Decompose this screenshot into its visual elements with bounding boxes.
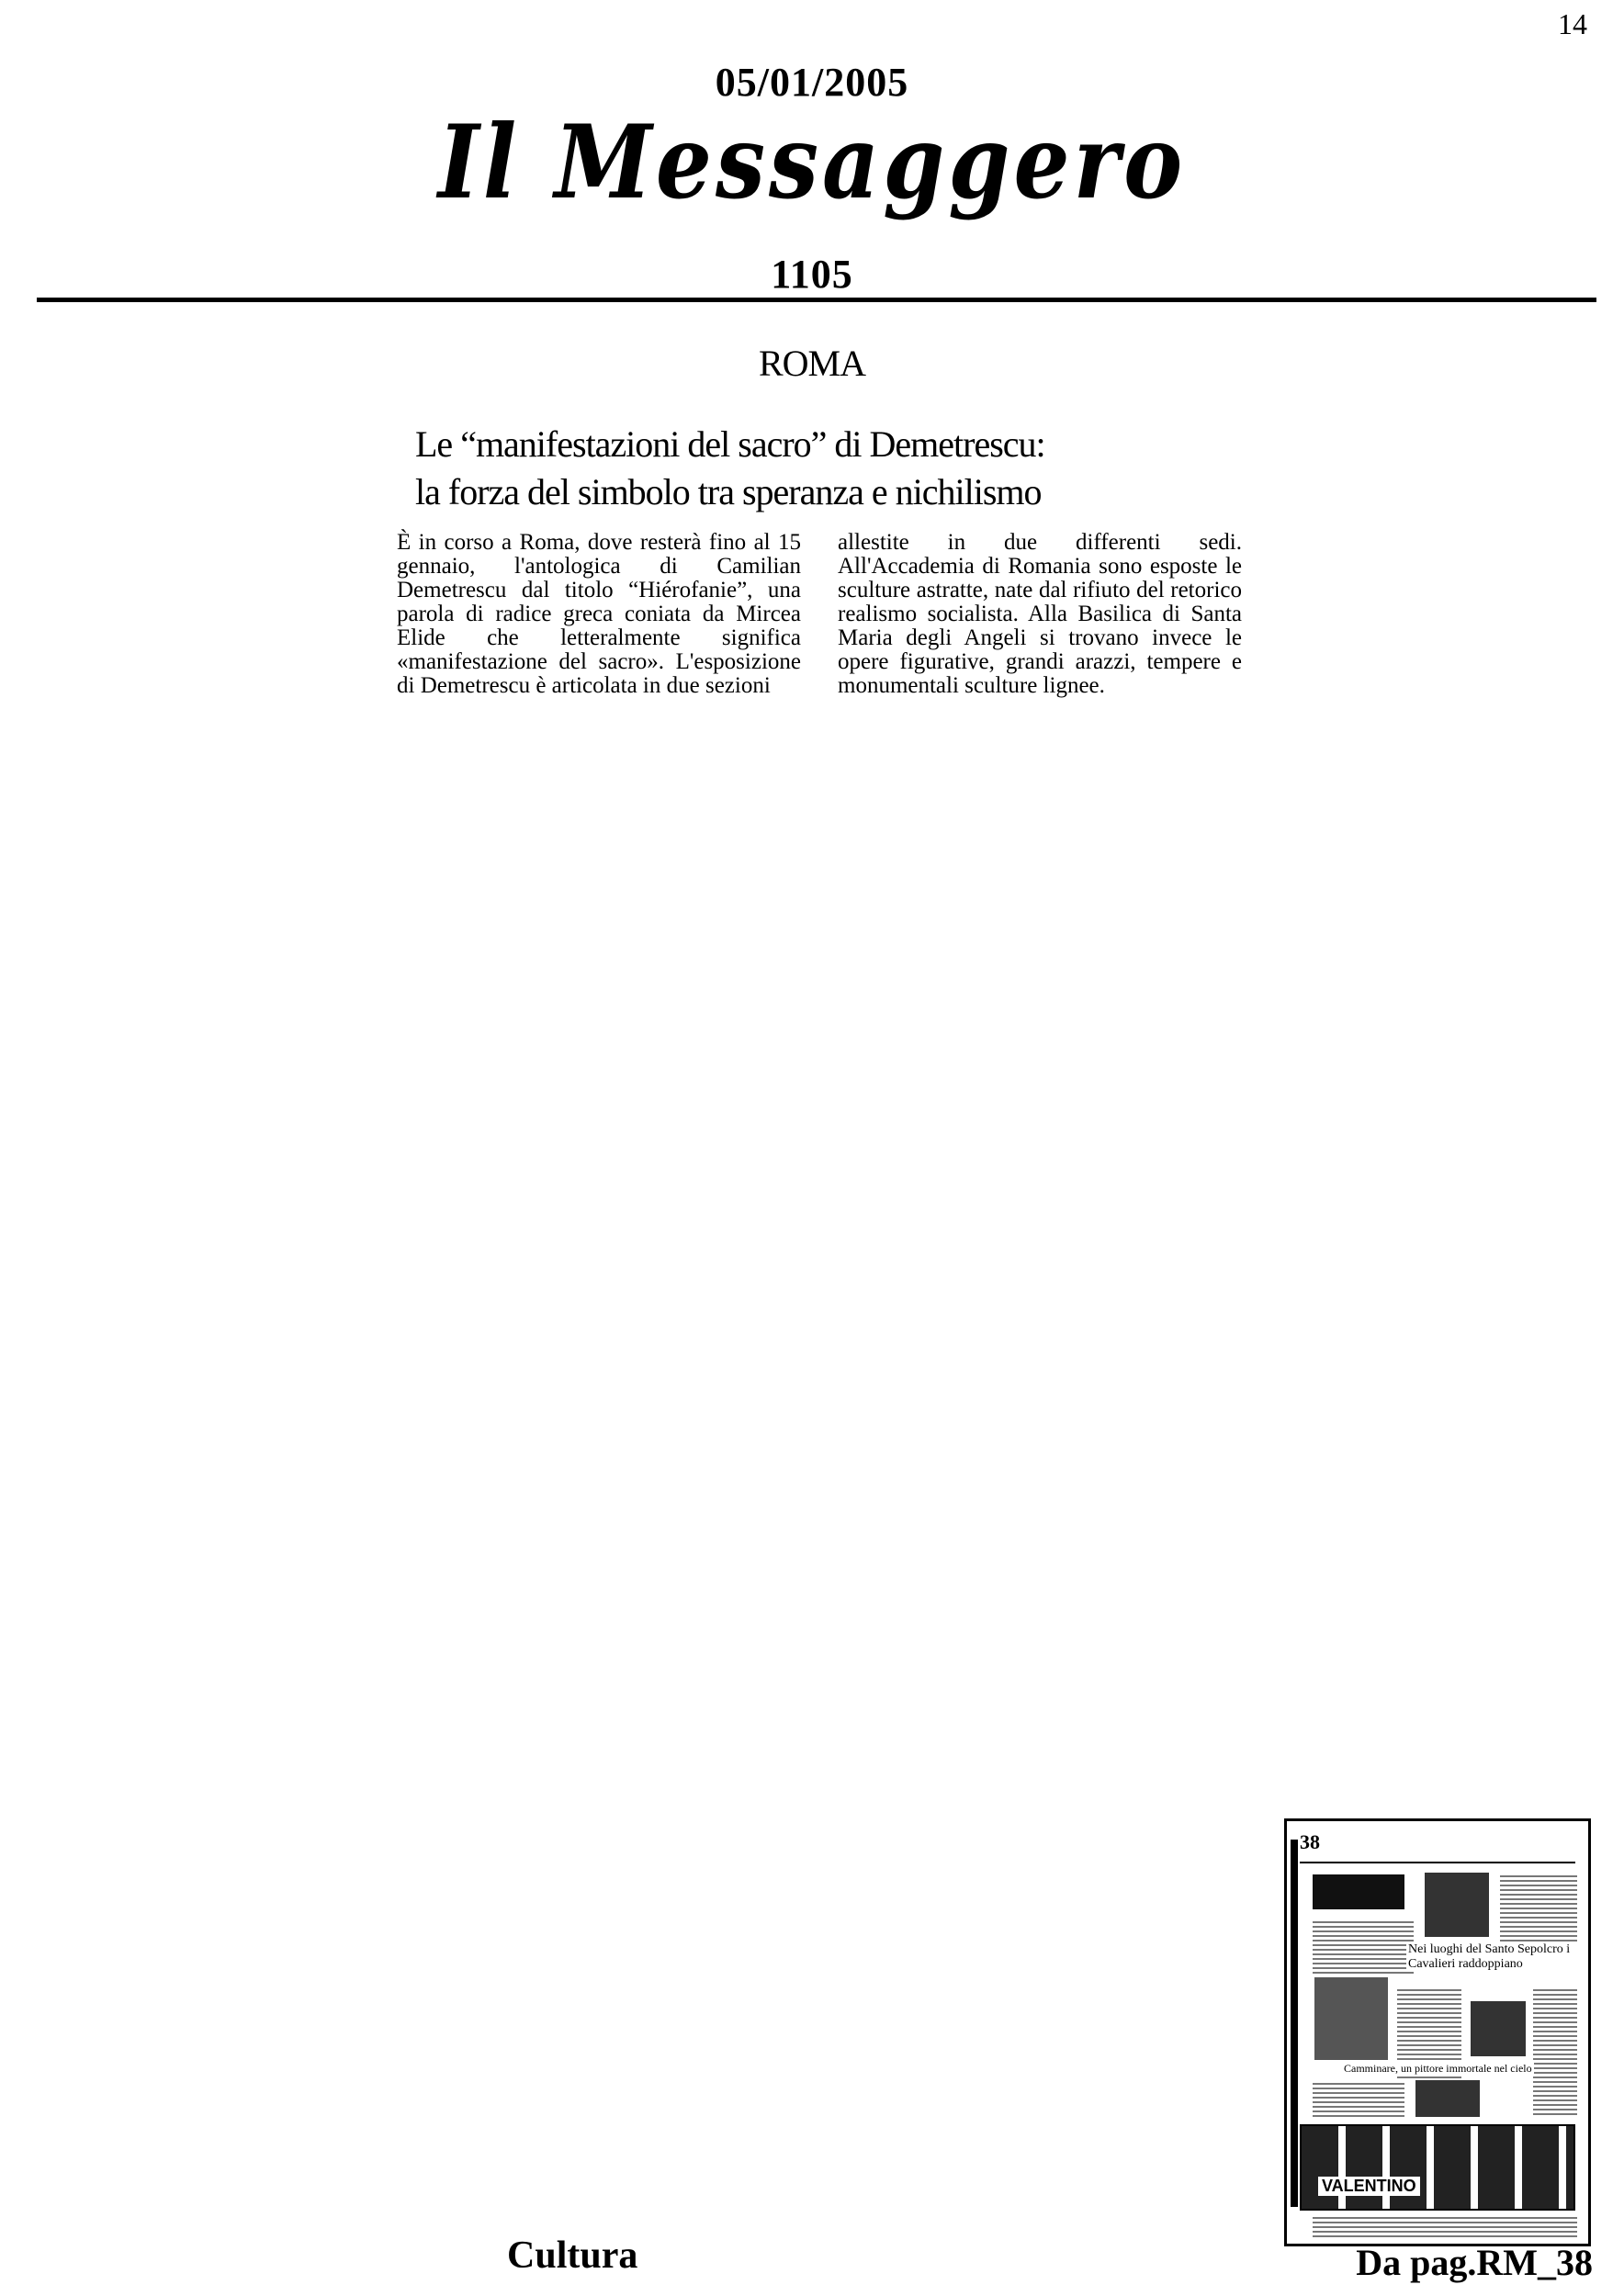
thumbnail-advertisement <box>1300 2124 1575 2211</box>
article-column-2: allestite in due differenti sedi. All'Accademia di Romania sono esposte le sculture astratte, nate dal rifiuto del retorico realismo socialista. Alla Basilica di Santa Maria degli Angeli si trovano invece le opere figurative, grandi arazzi, tempere e monumentali sculture lignee. <box>838 530 1242 698</box>
thumbnail-photo <box>1425 1873 1489 1937</box>
thumbnail-headline-b: Camminare, un pittore immortale nel cielo <box>1344 2062 1532 2075</box>
header-divider <box>37 298 1596 302</box>
thumbnail-page-label: 38 <box>1300 1830 1320 1853</box>
thumbnail-photo <box>1314 1977 1388 2060</box>
thumbnail-black-box <box>1313 1874 1404 1909</box>
page-number: 14 <box>1558 7 1587 40</box>
issue-number: 1105 <box>771 252 853 297</box>
section-title: ROMA <box>758 343 866 384</box>
footer-source: Da pag.RM_38 <box>1356 2242 1593 2283</box>
headline-line-1: Le “manifestazioni del sacro” di Demetrescu: <box>415 423 1045 465</box>
thumbnail-text-block <box>1313 2080 1404 2117</box>
thumbnail-text-block <box>1500 1873 1577 1946</box>
thumbnail-text-block <box>1533 1986 1577 2115</box>
thumbnail-ad-brand: VALENTINO <box>1318 2177 1420 2196</box>
thumbnail-text-block <box>1313 2214 1577 2240</box>
thumbnail-photo <box>1471 2001 1526 2056</box>
thumbnail-headline-a: Nei luoghi del Santo Sepolcro i Cavalieri raddoppiano <box>1406 1942 1588 1972</box>
thumbnail-margin-bar <box>1291 1840 1298 2207</box>
newspaper-logo: Il Messaggero <box>437 102 1187 222</box>
article-headline <box>415 421 1242 516</box>
article-body <box>397 531 1242 698</box>
page-thumbnail <box>1284 1818 1591 2246</box>
thumbnail-header <box>1300 1830 1575 1863</box>
thumbnail-photo <box>1415 2080 1480 2117</box>
publication-date: 05/01/2005 <box>715 60 909 105</box>
footer-section: Cultura <box>507 2234 638 2277</box>
masthead <box>0 59 1624 298</box>
thumbnail-text-block <box>1313 1919 1414 1974</box>
article-column-1: È in corso a Roma, dove resterà fino al 15 gennaio, l'antologica di Camilian Demetrescu dal titolo “Hiérofanie”, una parola di radice greca coniata da Mircea Elide che letteralmente significa «manifestazione del sacro». L'esposizione di Demetrescu è articolata in due sezioni <box>397 530 801 698</box>
headline-line-2: la forza del simbolo tra speranza e nichilismo <box>415 471 1042 512</box>
